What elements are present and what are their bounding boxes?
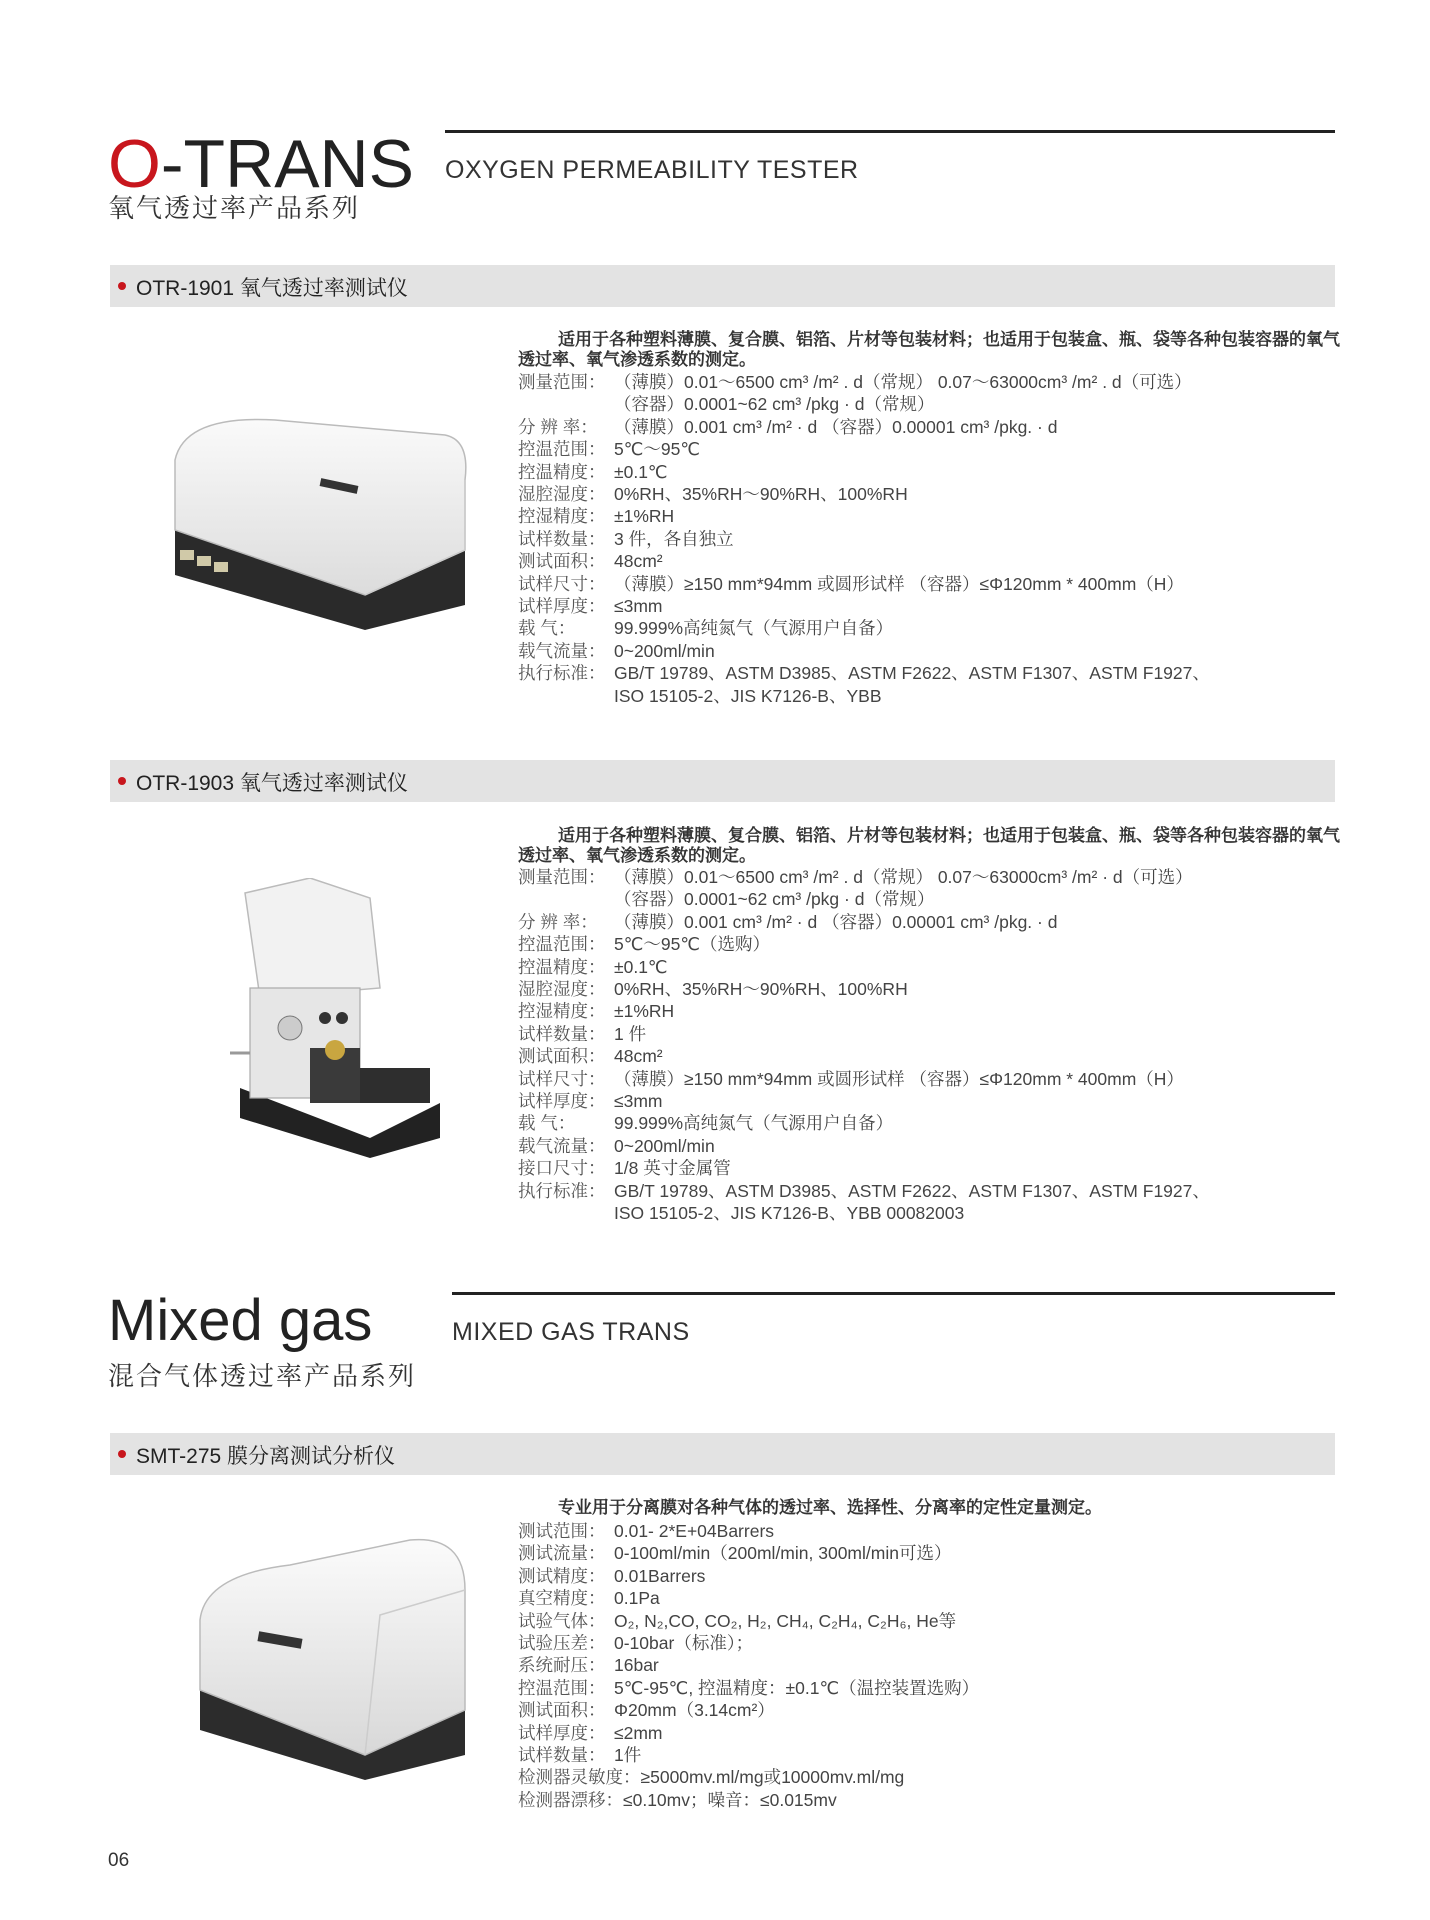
spec-key: 试样尺寸： [518,1068,606,1089]
spec-row [518,528,1210,550]
spec-key: 控温精度： [518,461,606,482]
spec-row [518,1654,979,1676]
spec-key: 接口尺寸： [518,1158,606,1179]
spec-row [518,393,1210,415]
spec-row [518,1045,1210,1067]
product-bar-otr1901 [110,265,1335,307]
product-intro [518,1498,1348,1518]
spec-key: 湿腔湿度： [518,979,606,1000]
spec-value: ±1%RH [614,1001,675,1022]
product-intro [518,826,1348,866]
spec-key: 试样数量： [518,528,606,549]
spec-row [518,888,1210,910]
spec-value: （薄膜）0.001 cm³ /m² · d （容器）0.00001 cm³ /pkg. · d [614,416,1058,437]
spec-key: 测量范围： [518,372,606,392]
spec-value: （薄膜）0.01～6500 cm³ /m² . d（常规） 0.07～63000cm³ /m² . d（可选） [614,372,1192,392]
product-intro-text: 适用于各种塑料薄膜、复合膜、铝箔、片材等包装材料；也适用于包装盒、瓶、袋等各种包装容器的氧气透过率、氧气渗透系数的测定。 [518,826,1340,865]
spec-value: O₂, N₂,CO, CO₂, H₂, CH₄, C₂H₄, C₂H₆, He等 [614,1610,957,1631]
section-brand-mixed-gas: Mixed gas [108,1288,373,1353]
spec-value: 0~200ml/min [614,640,715,661]
spec-row [518,1520,979,1542]
spec-key: 试样数量： [518,1745,606,1766]
spec-key: 试验压差： [518,1633,606,1654]
spec-row [518,1023,1210,1045]
spec-row [518,416,1210,438]
spec-key: 分 辨 率： [518,416,598,437]
spec-row [518,1180,1210,1202]
spec-key: 载 气： [518,1113,576,1134]
spec-key: 试样厚度： [518,596,606,617]
spec-row [518,461,1210,483]
spec-row [518,1112,1210,1134]
spec-value: ISO 15105-2、JIS K7126-B、YBB [614,685,882,706]
spec-value: ±0.1℃ [614,461,668,482]
spec-row [518,956,1210,978]
spec-row [518,1068,1210,1090]
spec-row [518,550,1210,572]
spec-value: 3 件，各自独立 [614,528,734,549]
section-brand-cn: 氧气透过率产品系列 [108,193,361,223]
spec-value: （容器）0.0001~62 cm³ /pkg · d（常规） [614,394,935,415]
spec-row [518,573,1210,595]
spec-value: ≤3mm [614,596,663,617]
spec-row [518,1722,979,1744]
spec-key: 测试面积： [518,551,606,572]
section-en-title: MIXED GAS TRANS [452,1318,690,1346]
spec-value: Φ20mm（3.14cm²） [614,1700,775,1721]
spec-value: 0-100ml/min（200ml/min, 300ml/min可选） [614,1543,952,1564]
spec-value: 5℃～95℃ [614,439,701,460]
spec-value: 0-10bar（标准）； [614,1633,754,1654]
spec-key: 载气流量： [518,640,606,661]
brand-accent: O [108,126,161,202]
spec-key: 试样尺寸： [518,573,606,594]
spec-key: 控温范围： [518,439,606,460]
spec-row [518,1632,979,1654]
spec-key: 检测器漂移： [518,1789,623,1810]
spec-value: ±0.1℃ [614,956,668,977]
spec-key: 控湿精度： [518,506,606,527]
spec-value: 48cm² [614,1046,663,1067]
smt275-device-image [180,1530,470,1780]
spec-value: 0.01Barrers [614,1565,706,1586]
spec-key: 真空精度： [518,1588,606,1609]
spec-key: 控温精度： [518,956,606,977]
spec-row [518,1202,1210,1224]
product-intro-text: 适用于各种塑料薄膜、复合膜、铝箔、片材等包装材料；也适用于包装盒、瓶、袋等各种包装容器的氧气透过率、氧气渗透系数的测定。 [518,330,1340,369]
spec-row [518,483,1210,505]
spec-value: ≤0.10mv；噪音：≤0.015mv [623,1789,837,1810]
spec-row [518,1157,1210,1179]
product-spec-list [518,866,1210,1225]
spec-value: 0.1Pa [614,1588,660,1609]
spec-value: （容器）0.0001~62 cm³ /pkg · d（常规） [614,889,935,910]
spec-row [518,1744,979,1766]
spec-value: （薄膜）≥150 mm*94mm 或圆形试样 （容器）≤Φ120mm * 400mm（H） [614,1068,1184,1089]
spec-key: 湿腔湿度： [518,484,606,505]
spec-row [518,1587,979,1609]
spec-value: ISO 15105-2、JIS K7126-B、YBB 00082003 [614,1203,965,1224]
product-title: SMT-275 膜分离测试分析仪 [136,1445,396,1468]
spec-key: 试样厚度： [518,1091,606,1112]
product-title: OTR-1903 氧气透过率测试仪 [136,772,408,795]
spec-key: 执行标准： [518,663,606,684]
spec-key [518,1202,614,1224]
spec-value: 48cm² [614,551,663,572]
spec-key: 控温范围： [518,934,606,955]
spec-row [518,978,1210,1000]
spec-key: 控温范围： [518,1677,606,1698]
spec-value: 1件 [614,1745,642,1766]
spec-value: （薄膜）0.001 cm³ /m² · d （容器）0.00001 cm³ /pkg. · d [614,911,1058,932]
spec-value: 0%RH、35%RH～90%RH、100%RH [614,979,908,1000]
section-en-title: OXYGEN PERMEABILITY TESTER [445,156,859,184]
product-bar-otr1903 [110,760,1335,802]
product-title: OTR-1901 氧气透过率测试仪 [136,277,408,300]
spec-row [518,640,1210,662]
product-intro [518,330,1348,370]
spec-value: 5℃～95℃（选购） [614,934,771,955]
spec-row [518,438,1210,460]
spec-value: 0.01- 2*E+04Barrers [614,1521,775,1541]
section-rule [445,130,1335,133]
spec-key: 控湿精度： [518,1001,606,1022]
spec-value: 5℃-95℃, 控温精度：±0.1℃（温控装置选购） [614,1677,980,1698]
bullet-dot [118,777,126,785]
spec-row [518,685,1210,707]
spec-key [518,685,614,707]
spec-value: ≤2mm [614,1722,663,1743]
section-rule [452,1292,1335,1295]
spec-row [518,1090,1210,1112]
spec-key [518,888,614,910]
spec-row [518,1766,979,1788]
spec-key: 分 辨 率： [518,911,598,932]
spec-key: 测试范围： [518,1521,606,1541]
section-brand-cn: 混合气体透过率产品系列 [108,1361,417,1391]
spec-key: 载 气： [518,618,576,639]
product-intro-text: 专业用于分离膜对各种气体的透过率、选择性、分离率的定性定量测定。 [558,1498,1102,1517]
spec-value: 1/8 英寸金属管 [614,1158,731,1179]
spec-key: 试样数量： [518,1023,606,1044]
spec-row [518,1789,979,1811]
spec-key: 载气流量： [518,1135,606,1156]
spec-key: 试验气体： [518,1610,606,1631]
spec-value: 0%RH、35%RH～90%RH、100%RH [614,484,908,505]
spec-value: 0~200ml/min [614,1135,715,1156]
spec-row [518,1135,1210,1157]
spec-value: （薄膜）≥150 mm*94mm 或圆形试样 （容器）≤Φ120mm * 400mm（H） [614,573,1184,594]
bullet-dot [118,1450,126,1458]
spec-key: 系统耐压： [518,1655,606,1676]
spec-value: ≥5000mv.ml/mg或10000mv.ml/mg [640,1767,905,1788]
product-bar-smt275 [110,1433,1335,1475]
brand-rest: -TRANS [160,126,415,202]
spec-row [518,1610,979,1632]
spec-key: 测试面积： [518,1700,606,1721]
spec-row [518,1699,979,1721]
spec-key: 检测器灵敏度： [518,1767,641,1788]
spec-value: 99.999%高纯氮气（气源用户自备） [614,1113,894,1134]
product-spec-list [518,371,1210,707]
spec-value: 99.999%高纯氮气（气源用户自备） [614,618,894,639]
otr1903-device-image [220,878,450,1158]
spec-row [518,866,1210,888]
spec-row [518,1677,979,1699]
bullet-dot [118,282,126,290]
spec-key: 试样厚度： [518,1722,606,1743]
spec-row [518,371,1210,393]
spec-value: ≤3mm [614,1091,663,1112]
spec-key: 测量范围： [518,867,606,887]
spec-row [518,933,1210,955]
spec-row [518,1565,979,1587]
spec-value: 16bar [614,1655,659,1676]
page-number: 06 [108,1850,130,1871]
spec-key: 测试面积： [518,1046,606,1067]
spec-row [518,911,1210,933]
spec-value: GB/T 19789、ASTM D3985、ASTM F2622、ASTM F1307、ASTM F1927、 [614,663,1210,684]
spec-key [518,393,614,415]
product-spec-list [518,1520,979,1811]
otr1901-device-image [165,400,475,630]
spec-value: ±1%RH [614,506,675,527]
spec-value: （薄膜）0.01～6500 cm³ /m² . d（常规） 0.07～63000cm³ /m² · d（可选） [614,867,1193,887]
spec-row [518,595,1210,617]
spec-key: 测试流量： [518,1543,606,1564]
spec-row [518,505,1210,527]
spec-value: 1 件 [614,1023,647,1044]
spec-row [518,1542,979,1564]
spec-row [518,617,1210,639]
spec-key: 测试精度： [518,1565,606,1586]
spec-row [518,662,1210,684]
spec-value: GB/T 19789、ASTM D3985、ASTM F2622、ASTM F1307、ASTM F1927、 [614,1180,1210,1201]
spec-key: 执行标准： [518,1180,606,1201]
spec-row [518,1000,1210,1022]
